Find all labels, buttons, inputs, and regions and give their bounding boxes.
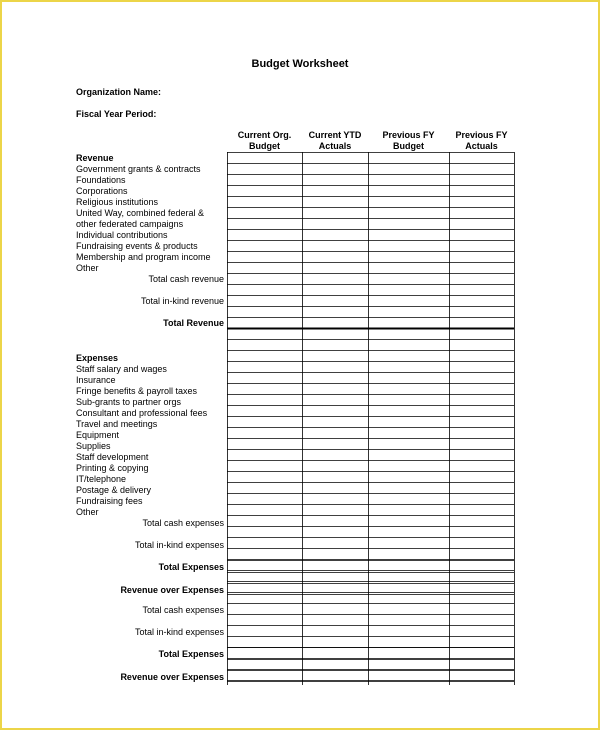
revenue-item: Government grants & contracts — [76, 164, 201, 174]
expense-item: Insurance — [76, 375, 116, 385]
column-header-line: Actuals — [318, 141, 352, 151]
column-header-line: Budget — [249, 141, 280, 151]
column-header-line: Current Org. — [237, 130, 292, 140]
total-cash-expenses-label: Total cash expenses — [142, 518, 224, 528]
total-revenue-label: Total Revenue — [163, 318, 224, 328]
expenses-heading: Expenses — [76, 353, 119, 363]
expense-item: Consultant and professional fees — [76, 408, 208, 418]
revenue-item: Religious institutions — [76, 197, 159, 207]
column-header-line: Previous FY — [382, 130, 435, 140]
expense-item: IT/telephone — [76, 474, 127, 484]
expense-item: Fringe benefits & payroll taxes — [76, 386, 198, 396]
expense-item: Travel and meetings — [76, 419, 158, 429]
column-header-line: Previous FY — [455, 130, 508, 140]
expense-item: Equipment — [76, 430, 120, 440]
expense-item: Fundraising fees — [76, 496, 143, 506]
revenue-item: Corporations — [76, 186, 128, 196]
organization-name-label: Organization Name: — [76, 87, 162, 97]
revenue-item: Membership and program income — [76, 252, 211, 262]
summary-revenue-over-expenses-label: Revenue over Expenses — [120, 672, 224, 682]
revenue-item: Fundraising events & products — [76, 241, 198, 251]
expense-item: Staff salary and wages — [76, 364, 167, 374]
total-inkind-expenses-label: Total in-kind expenses — [134, 540, 224, 550]
summary-total-inkind-expenses-label: Total in-kind expenses — [134, 627, 224, 637]
fiscal-year-label: Fiscal Year Period: — [76, 109, 157, 119]
revenue-item: Foundations — [76, 175, 126, 185]
total-inkind-revenue-label: Total in-kind revenue — [140, 296, 224, 306]
revenue-item: Other — [76, 263, 99, 273]
revenue-item: Individual contributions — [76, 230, 168, 240]
summary-total-expenses-label: Total Expenses — [158, 649, 224, 659]
expense-item: Sub-grants to partner orgs — [76, 397, 182, 407]
revenue-heading: Revenue — [76, 153, 114, 163]
expense-item: Other — [76, 507, 99, 517]
page-title: Budget Worksheet — [251, 58, 349, 70]
column-header-line: Current YTD — [308, 130, 362, 140]
expense-item: Supplies — [76, 441, 111, 451]
column-header-line: Budget — [393, 141, 424, 151]
total-cash-revenue-label: Total cash revenue — [148, 274, 224, 284]
expense-item: Postage & delivery — [76, 485, 152, 495]
column-header-line: Actuals — [465, 141, 498, 151]
expense-item: Staff development — [76, 452, 149, 462]
expense-item: Printing & copying — [76, 463, 149, 473]
revenue-item: United Way, combined federal & — [76, 208, 205, 218]
revenue-item: other federated campaigns — [76, 219, 184, 229]
summary-total-cash-expenses-label: Total cash expenses — [142, 605, 224, 615]
total-expenses-label: Total Expenses — [158, 562, 224, 572]
revenue-over-expenses-label: Revenue over Expenses — [120, 585, 224, 595]
